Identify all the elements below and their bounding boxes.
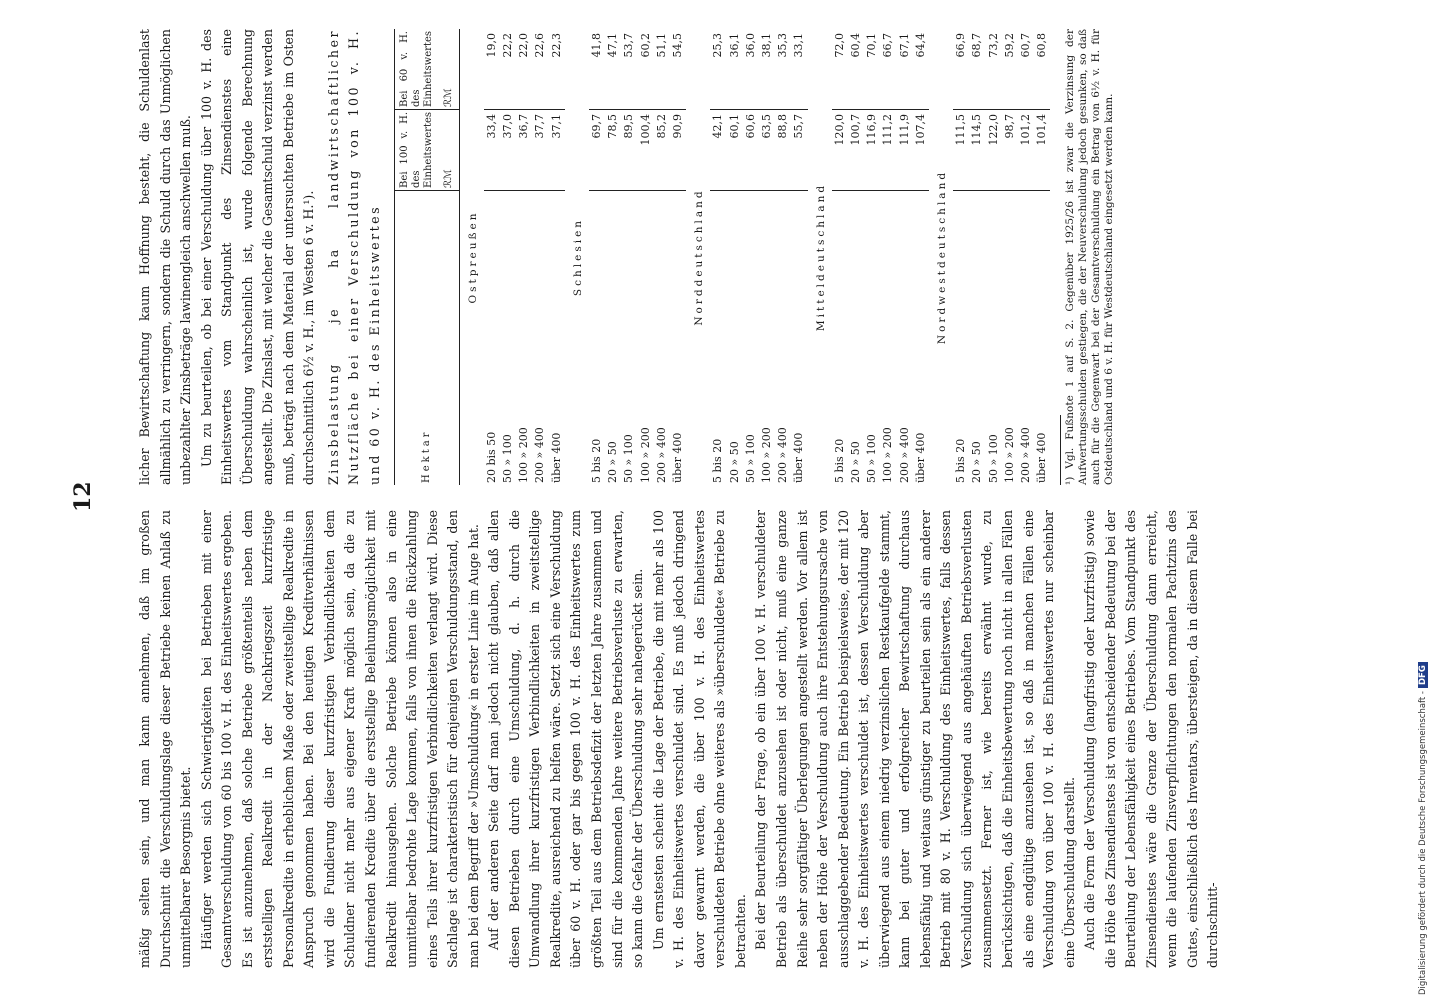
cell-v60: 68,7 [970,33,984,58]
cell-v100: 88,8 [775,109,791,190]
table-row [484,29,500,485]
cell-range: 50 » 100 [986,190,1002,485]
cell-v60: 19,0 [484,33,498,58]
paragraph: Um zu beurteilen, ob bei einer Verschuldung über 100 v. H. des Einheitswertes vom Standpunkt des Zinsendienstes eine Überschuldung wahrscheinlich ist, wurde folgende Berechnung angestellt. Die Zinslast, mit welcher die Gesamtschuld verzinst werden muß, beträgt nach dem Material der untersuchten Betriebe im Osten durchschnittlich 6½ v. H., im Westen 6 v. H.¹). [198,29,317,485]
cell-range: 100 » 200 [516,190,532,485]
cell-range: 200 » 400 [897,190,913,485]
table-caption: Zinsbelastung je ha landwirtschaftlicher Nutzfläche bei einer Verschuldung von 100 v. H. und 60 v. H. des Einheitswertes [325,29,383,485]
col100-header: Bei 100 v. H. des Einheitswertes [394,109,439,190]
cell-v100: 55,7 [791,109,807,190]
hectare-header: Hektar [394,190,459,485]
cell-v100: 89,5 [621,109,637,190]
cell-v60: 60,8 [1035,33,1049,58]
region-name: Nordwestdeutschland [936,169,949,345]
col60-header: Bei 60 v. H. des Einheitswertes [394,29,439,109]
cell-v60: 22,6 [533,33,547,58]
cell-v100: 114,5 [969,109,985,190]
cell-v60: 22,0 [517,33,531,58]
table-row [969,29,985,485]
cell-range: 50 » 100 [864,190,880,485]
cell-v60: 33,1 [792,33,806,58]
cell-v60: 66,9 [954,33,968,58]
region-row [929,29,953,485]
cell-v60: 22,2 [500,33,514,58]
table-row [605,29,621,485]
cell-v60: 51,1 [654,33,668,58]
cell-range: 20 » 50 [727,190,743,485]
cell-v60: 59,2 [1002,33,1016,58]
cell-range: 20 » 50 [605,190,621,485]
table-row [880,29,896,485]
table-row [897,29,913,485]
cell-v60: 66,7 [881,33,895,58]
cell-range: 50 » 100 [621,190,637,485]
cell-v100: 101,4 [1034,109,1050,190]
cell-range: über 400 [791,190,807,485]
cell-v60: 47,1 [606,33,620,58]
table-row [791,29,807,485]
cell-v60: 25,3 [711,33,725,58]
cell-v60: 35,3 [776,33,790,58]
paragraph: Auf der anderen Seite darf man jedoch nicht glauben, daß allen diesen Betrieben durch eine Umschuldung, d. h. durch die Umwandlung ihrer kurzfristigen Verbindlichkeiten in zweitstellige Realkredite, ausreichend zu helfen wäre. Setzt sich eine Verschuldung über 60 v. H. oder gar bis gegen 100 v. H. des Einheitswertes zum größten Teil aus dem Betriebsdefizit der letzten Jahre zusammen und sind für die kommenden Jahre weitere Betriebsverluste zu erwarten, so kann die Gefahr der Überschuldung sehr nahegerückt sein. [486,510,646,968]
cell-range: 20 » 50 [969,190,985,485]
table-row [1034,29,1050,485]
cell-v100: 37,0 [500,109,516,190]
cell-range: über 400 [1034,190,1050,485]
cell-range: 100 » 200 [759,190,775,485]
cell-v60: 64,4 [913,33,927,58]
paragraph: Um ernstesten scheint die Lage der Betriebe, die mit mehr als 100 v. H. des Einheitswertes verschuldet sind. Es muß jedoch dringend davor gewarnt werden, die über 100 v. H. des Einheitswertes verschuldeten Betriebe ohne weiteres als »überschuldete« Betriebe zu betrachten. [650,510,748,968]
cell-v60: 60,2 [638,33,652,58]
cell-v60: 73,2 [986,33,1000,58]
footnote-rule [1060,415,1061,485]
cell-range: 100 » 200 [1002,190,1018,485]
cell-v100: 37,1 [549,109,565,190]
paragraph: licher Bewirtschaftung kaum Hoffnung besteht, die Schuldenlast allmählich zu verringern, sondern die Schuld durch das Unmöglichen unbezahlter Zinsbeträge lawinengleich anschwellen muß. [137,29,194,485]
cell-v100: 111,5 [953,109,969,190]
cell-v60: 22,3 [549,33,563,58]
region-row [459,29,484,485]
footnote-text: ¹) Vgl. Fußnote 1 auf S. 2. Gegenüber 1925/26 ist zwar die Verzinsung der Aufwertungsschulden gestiegen, die der Neuverschuldung jedoch gesunken, so daß auch für die Gegenwart bei der Gesamtverschuldung ein Betrag von 6½ v. H. für Ostdeutschland und 6 v. H. für Westdeutschland eingesetzt werden kann. [1064,29,1116,485]
cell-v100: 85,2 [654,109,670,190]
table-row [516,29,532,485]
cell-range: 5 bis 20 [953,190,969,485]
cell-range: 100 » 200 [880,190,896,485]
cell-v60: 70,1 [865,33,879,58]
table-row [710,29,726,485]
cell-range: über 400 [549,190,565,485]
table-row [848,29,864,485]
cell-v60: 67,1 [897,33,911,58]
footnote [1060,29,1116,485]
cell-v100: 42,1 [710,109,726,190]
cell-v100: 98,7 [1002,109,1018,190]
table-body [459,29,1050,485]
table-row [621,29,637,485]
region-name: Ostpreußen [466,210,479,304]
cell-v60: 38,1 [760,33,774,58]
cell-v100: 90,9 [670,109,686,190]
table-row [1002,29,1018,485]
paragraph: Bei der Beurteilung der Frage, ob ein über 100 v. H. verschuldeter Betrieb als überschuldet anzusehen ist oder nicht, muß eine ganze Reihe sehr sorgfältiger Überlegungen angestellt werden. Vor allem ist neben der Höhe der Verschuldung auch ihre Entstehungsursache von ausschlaggebender Bedeutung. Ein Betrieb beispielsweise, der mit 120 v. H. des Einheitswertes verschuldet ist, dessen Verschuldung aber überwiegend aus einem niedrig verzinslichen Restkaufgelde stammt, kann bei guter und erfolgreicher Bewirtschaftung durchaus lebensfähig und weitaus günstiger zu beurteilen sein als ein anderer Betrieb mit 80 v. H. Verschuldung des Einheitswertes, falls dessen Verschuldung sich überwiegend aus angehäuften Betriebsverlusten zusammensetzt. Ferner ist, wie bereits erwähnt wurde, zu berücksichtigen, daß die Einheitsbewertung noch nicht in allen Fällen als eine endgültige anzusehen ist, so daß in manchen Fällen eine Verschuldung von über 100 v. H. des Einheitswertes nur scheinbar eine Überschuldung darstellt. [753,510,1077,968]
intro-text [135,29,386,485]
table-row [589,29,605,485]
cell-range: 20 bis 50 [484,190,500,485]
cell-v100: 100,4 [638,109,654,190]
cell-range: 100 » 200 [638,190,654,485]
region-row [686,29,710,485]
cell-v100: 69,7 [589,109,605,190]
table-row [638,29,654,485]
cell-v100: 107,4 [913,109,929,190]
cell-v100: 78,5 [605,109,621,190]
cell-range: 200 » 400 [775,190,791,485]
cell-range: 200 » 400 [654,190,670,485]
region-row [565,29,589,485]
left-text-column [135,510,1224,968]
cell-range: über 400 [913,190,929,485]
cell-v60: 53,7 [622,33,636,58]
cell-v60: 36,1 [727,33,741,58]
cell-v60: 60,4 [849,33,863,58]
table-row [743,29,759,485]
region-row [808,29,832,485]
table-row [759,29,775,485]
cell-v100: 100,7 [848,109,864,190]
paragraph: Häufiger werden sich Schwierigkeiten bei Betrieben mit einer Gesamtverschuldung von 60 bis 100 v. H. des Einheitswertes ergeben. Es ist anzunehmen, daß solche Betriebe größtenteils neben dem erststelligen Realkredit in der Nachkriegszeit kurzfristige Personalkredite in erheblichem Maße oder zweitstellige Realkredite in Anspruch genommen haben. Bei den heutigen Kreditverhältnissen wird die Fundierung dieser kurzfristigen Verbindlichkeiten dem Schuldner nicht mehr aus eigener Kraft möglich sein, da die zu fundierenden Kredite über die erststellige Beleihungsmöglichkeit mit Realkredit hinausgehen. Solche Betriebe können also in eine unmittelbar bedrohte Lage kommen, falls von ihnen die Rückzahlung eines Teils ihrer kurzfristigen Verbindlichkeiten verlangt wird. Diese Sachlage ist charakteristisch für denjenigen Verschuldungsstand, den man bei dem Begriff der »Umschuldung« in erster Linie im Auge hat. [198,510,481,968]
cell-v100: 60,1 [727,109,743,190]
cell-range: über 400 [670,190,686,485]
cell-range: 5 bis 20 [710,190,726,485]
page-number: 12 [70,481,96,512]
cell-v100: 111,2 [880,109,896,190]
cell-range: 5 bis 20 [832,190,848,485]
cell-v100: 36,7 [516,109,532,190]
cell-v100: 116,9 [864,109,880,190]
credit-text: Digitalisierung gefördert durch die Deutsche Forschungsgemeinschaft - [1418,691,1428,995]
paragraph: mäßig selten sein, und man kann annehmen, daß im großen Durchschnitt die Verschuldungslage dieser Betriebe keinen Anlaß zu unmittelbarer Besorgnis bietet. [137,510,194,968]
digitization-credit [1418,662,1428,995]
cell-v60: 36,0 [743,33,757,58]
table-row [953,29,969,485]
cell-range: 50 » 100 [743,190,759,485]
cell-v100: 63,5 [759,109,775,190]
dfg-logo: DFG [1418,662,1428,688]
cell-range: 200 » 400 [532,190,548,485]
table-row [727,29,743,485]
table-row [549,29,565,485]
cell-v100: 37,7 [532,109,548,190]
cell-v100: 120,0 [832,109,848,190]
table-row [500,29,516,485]
col60-unit: ℛℳ [439,29,460,109]
table-row [654,29,670,485]
cell-range: 50 » 100 [500,190,516,485]
cell-v60: 72,0 [832,33,846,58]
cell-v100: 60,6 [743,109,759,190]
cell-v60: 60,7 [1019,33,1033,58]
region-name: Schlesien [571,217,584,297]
cell-v60: 54,5 [671,33,684,58]
right-text-column [135,29,1116,485]
cell-range: 20 » 50 [848,190,864,485]
table-row [986,29,1002,485]
cell-range: 200 » 400 [1018,190,1034,485]
table-row [913,29,929,485]
paragraph: Auch die Form der Verschuldung (langfristig oder kurzfristig) sowie die Höhe des Zinsendienstes ist von entscheidender Bedeutung bei der Beurteilung der Lebensfähigkeit eines Betriebes. Vom Standpunkt des Zinsendienstes wäre die Grenze der Überschuldung dann erreicht, wenn die laufenden Zinsverpflichtungen den normalen Pachtzins des Gutes, einschließlich des Inventars, übersteigen, da in diesem Falle bei durchschnitt- [1082,510,1221,968]
table-row [832,29,848,485]
cell-v100: 101,2 [1018,109,1034,190]
cell-v100: 33,4 [484,109,500,190]
region-name: Mitteldeutschland [814,182,827,332]
table-row [775,29,791,485]
cell-range: 5 bis 20 [589,190,605,485]
col100-unit: ℛℳ [439,109,460,190]
table-row [864,29,880,485]
cell-v100: 111,9 [897,109,913,190]
interest-burden-table [394,29,1051,485]
cell-v100: 122,0 [986,109,1002,190]
table-row [1018,29,1034,485]
cell-v60: 41,8 [589,33,603,58]
table-row [670,29,686,485]
region-name: Norddeutschland [693,188,706,326]
table-row [532,29,548,485]
